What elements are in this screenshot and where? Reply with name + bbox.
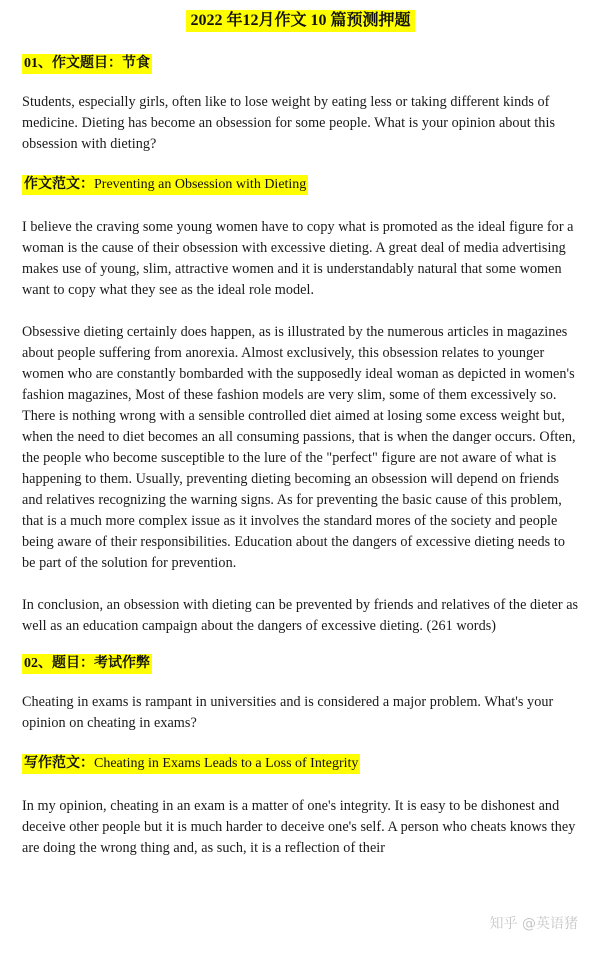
- section-2-heading: [22, 654, 579, 674]
- watermark: 知乎 @英语猪: [489, 916, 578, 932]
- document-title: 2022 年12月作文 10 篇预测押题: [186, 10, 414, 32]
- section-2-paragraph-1: In my opinion, cheating in an exam is a matter of one's integrity. It is easy to be dishonest and deceive other people but it is much harder to deceive one's self. A person who cheats knows they are doing the wrong thing and, as such, it is a reflection of their: [22, 798, 576, 856]
- title-wrap: [22, 10, 579, 32]
- section-2-essay-label: 写作范文：: [24, 756, 94, 771]
- section-1-essay-label: 作文范文：: [24, 177, 94, 192]
- section-2-essay-title: Cheating in Exams Leads to a Loss of Integrity: [94, 756, 359, 771]
- section-1-paragraph-1: I believe the craving some young women have to copy what is promoted as the ideal figure for a woman is the cause of their obsession with excessive dieting. A great deal of media advertising makes use of young, slim, attractive women and it is understandably natural that some women want to copy what they see as the ideal role model.: [22, 219, 574, 298]
- section-1-paragraph-3: In conclusion, an obsession with dieting can be prevented by friends and relatives of the dieter as well as an education campaign about the dangers of excessive dieting. (261 words): [22, 597, 579, 634]
- section-2-prompt: Cheating in exams is rampant in universities and is considered a major problem. What's your opinion on cheating in exams?: [22, 694, 554, 731]
- section-1-heading-label: 01、作文题目：节食: [24, 56, 150, 71]
- section-2-essay-heading: [22, 754, 579, 774]
- section-1-prompt: Students, especially girls, often like to lose weight by eating less or taking different kinds of medicine. Dieting has become an obsession for some people. What is your opinion about this obsession with dieting?: [22, 94, 556, 152]
- section-1-essay-highlight: [22, 175, 308, 195]
- section-1-heading-highlight: [22, 54, 152, 74]
- section-1-paragraph-2: Obsessive dieting certainly does happen, as is illustrated by the numerous articles in magazines about people suffering from anorexia. Almost exclusively, this obsession relates to younger women who are constantly bombarded with the supposedly ideal woman as depicted in women's fashion magazines, Most of these fashion models are very slim, some of them excessively so. There is nothing wrong with a sensible controlled diet aimed at losing some excess weight but, when the need to diet becomes an all consuming passions, that is when the danger occurs. Often, the people who become susceptible to the lure of the "perfect" figure are not aware of what is happening to them. Usually, preventing dieting becoming an obsession will depend on friends and relatives recognizing the warning signs. As for preventing the basic cause of this problem, that is a much more complex issue as it involves the standard mores of the society and people being aware of their responsibilities. Education about the dangers of excessive dieting needs to be part of the solution for prevention.: [22, 324, 576, 571]
- section-1-essay-title: Preventing an Obsession with Dieting: [94, 177, 307, 192]
- section-2-heading-label: 02、题目：考试作弊: [24, 656, 150, 671]
- section-2-essay-highlight: [22, 754, 360, 774]
- section-2-heading-highlight: [22, 654, 152, 674]
- section-1-essay-heading: [22, 175, 579, 195]
- section-1-heading: [22, 54, 579, 74]
